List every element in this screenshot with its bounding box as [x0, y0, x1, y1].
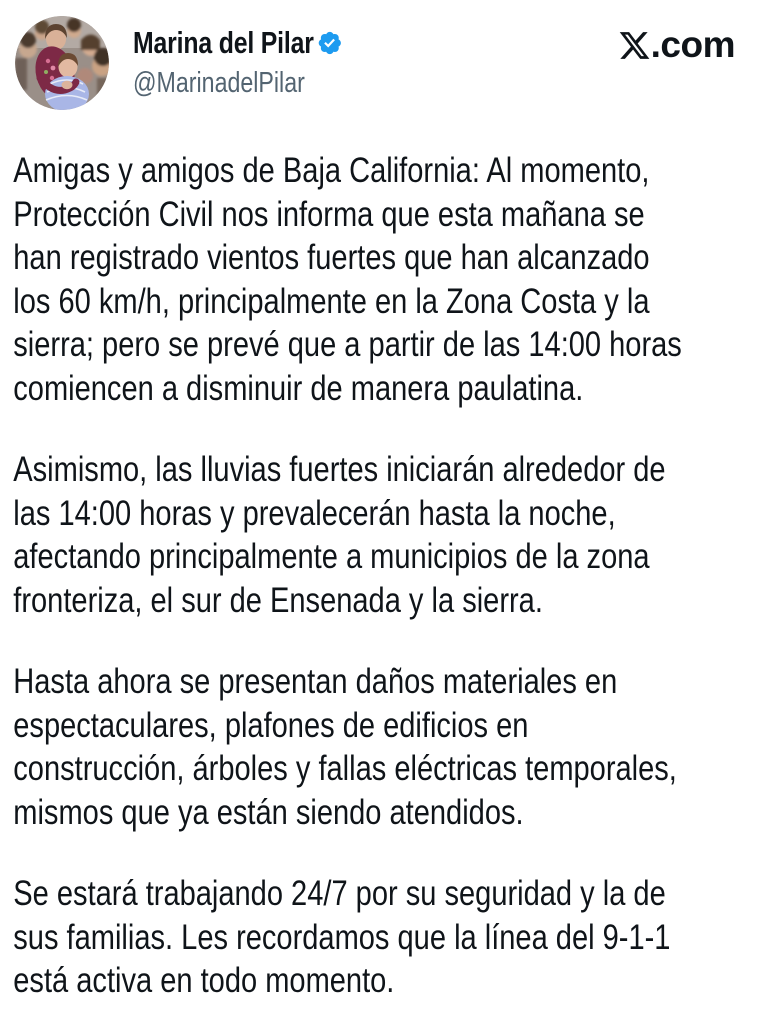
profile-photo-illustration: [15, 16, 109, 110]
verified-badge-icon: [317, 30, 343, 56]
user-handle[interactable]: @MarinadelPilar: [133, 67, 305, 99]
tweet-text-line: sierra; pero se prevé que a partir de las 14:00 horas: [13, 325, 682, 364]
tweet-text-line: Se estará trabajando 24/7 por su seguridad y la de: [13, 874, 666, 913]
tweet-text-line: sus familias. Les recordamos que la línea del 9-1-1: [13, 917, 671, 957]
tweet-text-line: Hasta ahora se presentan daños materiales en: [13, 662, 618, 701]
tweet-text-line: han registrado vientos fuertes que han alcanzado: [13, 238, 650, 277]
display-name[interactable]: Marina del Pilar: [133, 25, 314, 60]
tweet-text-line: fronteriza, el sur de Ensenada y la sierra.: [13, 580, 543, 620]
x-com-watermark: [618, 24, 735, 65]
avatar[interactable]: [15, 16, 109, 110]
watermark-domain-text: .com: [650, 24, 735, 65]
tweet-header: [0, 0, 764, 110]
x-logo-icon: [618, 29, 651, 62]
tweet-text-line: comiencen a disminuir de manera paulatina.: [13, 368, 584, 408]
tweet-text-line: los 60 km/h, principalmente en la Zona Costa y la: [13, 281, 650, 321]
tweet-text-line: Amigas y amigos de Baja California: Al momento,: [13, 151, 650, 190]
tweet-text-line: está activa en todo momento.: [13, 961, 395, 1000]
tweet-paragraph-4: [13, 872, 764, 1003]
tweet-paragraph-1: [13, 149, 764, 410]
tweet-text-line: afectando principalmente a municipios de la zona: [13, 537, 650, 576]
tweet-text-line: Protección Civil nos informa que esta mañana se: [13, 194, 645, 234]
tweet-paragraph-3: [13, 660, 764, 834]
tweet-text-line: espectaculares, plafones de edificios en: [13, 705, 529, 745]
tweet-text-line: mismos que ya están siendo atendidos.: [13, 792, 524, 832]
tweet-text-line: construcción, árboles y fallas eléctricas temporales,: [13, 749, 677, 788]
tweet-text-line: las 14:00 horas y prevalecerán hasta la noche,: [13, 493, 616, 533]
tweet-paragraph-2: [13, 448, 764, 622]
tweet-body: [0, 149, 764, 1003]
tweet-text-line: Asimismo, las lluvias fuertes iniciarán alrededor de: [13, 450, 666, 489]
identity-block: [133, 16, 340, 100]
